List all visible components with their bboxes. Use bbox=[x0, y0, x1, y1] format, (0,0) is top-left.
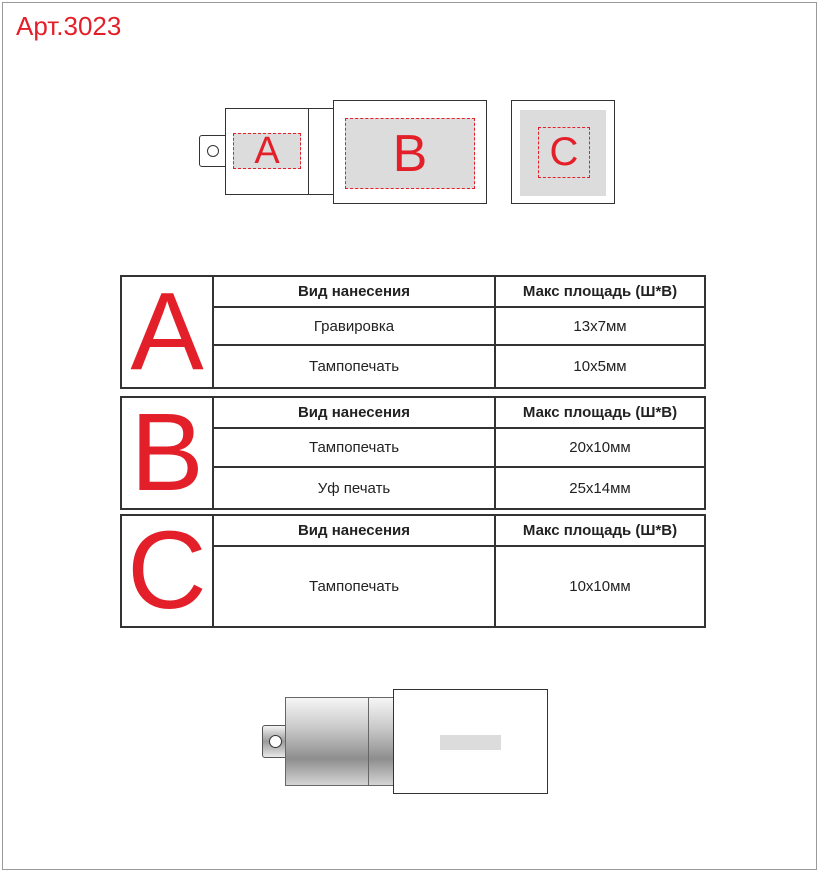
zone-b-label: B bbox=[345, 118, 475, 189]
table-a-row2-area: 10x5мм bbox=[495, 345, 705, 388]
table-c-letter: C bbox=[121, 515, 213, 627]
render-body bbox=[393, 689, 548, 794]
table-c bbox=[120, 509, 706, 632]
table-b-letter: B bbox=[121, 397, 213, 509]
table-a-header-method: Вид нанесения bbox=[213, 276, 495, 307]
table-b-header-area: Макс площадь (Ш*В) bbox=[495, 397, 705, 428]
table-c-row1-method: Тампопечать bbox=[213, 546, 495, 627]
render-keyring-hole bbox=[269, 735, 282, 748]
table-a-row1-method: Гравировка bbox=[213, 307, 495, 345]
zone-c-label: C bbox=[538, 127, 590, 178]
table-a-row1-area: 13x7мм bbox=[495, 307, 705, 345]
zone-a-label: A bbox=[233, 133, 301, 169]
table-a-letter: A bbox=[121, 276, 213, 388]
view-c-end bbox=[511, 100, 615, 204]
table-b bbox=[120, 391, 706, 514]
table-b-row1-method: Тампопечать bbox=[213, 428, 495, 467]
view-a-connector bbox=[308, 108, 335, 195]
view-b-body bbox=[333, 100, 487, 204]
render-metal-cap bbox=[285, 697, 369, 786]
view-a-cap bbox=[225, 108, 309, 195]
render-metal-ring bbox=[368, 697, 394, 786]
table-a-header-area: Макс площадь (Ш*В) bbox=[495, 276, 705, 307]
table-a bbox=[120, 270, 706, 393]
keyring-hole bbox=[207, 145, 219, 157]
table-c-header-method: Вид нанесения bbox=[213, 515, 495, 546]
table-b-row1-area: 20x10мм bbox=[495, 428, 705, 467]
table-c-header-area: Макс площадь (Ш*В) bbox=[495, 515, 705, 546]
table-a-row2-method: Тампопечать bbox=[213, 345, 495, 388]
render-print-area bbox=[440, 735, 501, 750]
table-b-row2-method: Уф печать bbox=[213, 467, 495, 509]
table-b-row2-area: 25x14мм bbox=[495, 467, 705, 509]
article-number: Арт.3023 bbox=[16, 11, 122, 41]
table-c-row1-area: 10x10мм bbox=[495, 546, 705, 627]
table-b-header-method: Вид нанесения bbox=[213, 397, 495, 428]
